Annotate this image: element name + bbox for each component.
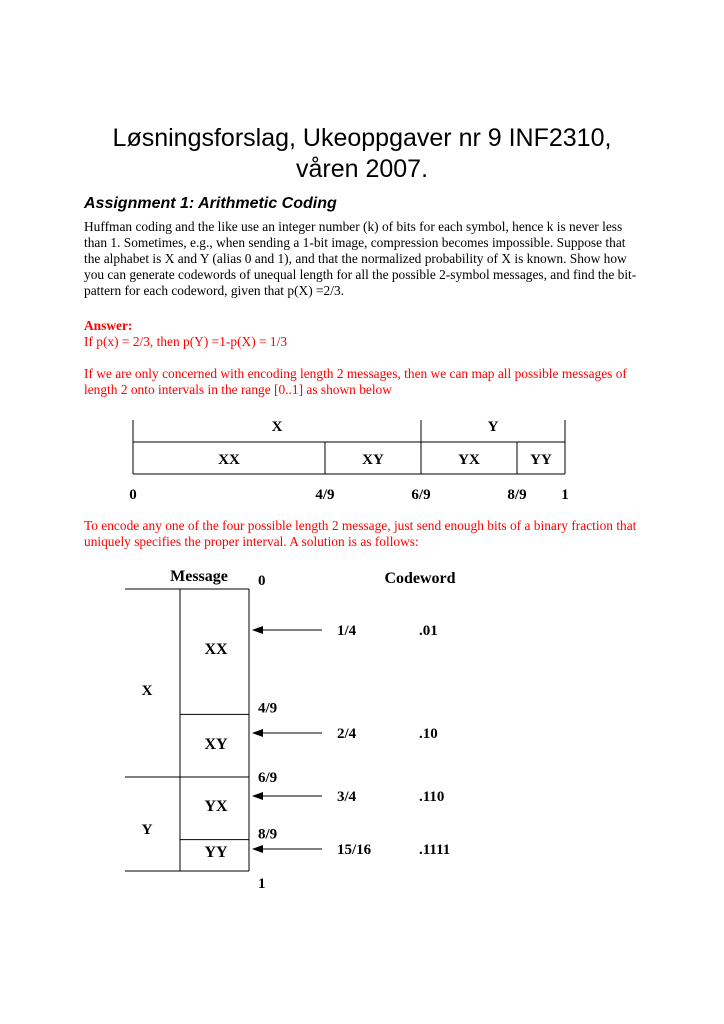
interval-bottom-label: YY	[530, 452, 552, 468]
answer-paragraph-3: To encode any one of the four possible length 2 message, just send enough bits of a binary fraction that uniquely specifies the proper interval. A solution is as follows:	[84, 518, 637, 549]
boundary-label: 4/9	[258, 700, 278, 717]
fraction-label: 3/4	[337, 789, 357, 805]
title-line-2: våren 2007.	[295, 155, 429, 183]
fraction-label: 2/4	[337, 726, 357, 742]
fraction-label: 1/4	[337, 623, 357, 639]
assignment-text: Huffman coding and the like use an integer number (k) of bits for each symbol, hence k is never less than 1. Sometimes, e.g., when sending a 1-bit image, compression becomes impossible. Suppose that the alphabet is X and Y (alias 0 and 1), and that the normalized probability of X is known. Show how you can generate codewords of unequal length for all the possible 2-symbol messages, and find the bit-pattern for each codeword, given that p(X) =2/3.	[84, 219, 637, 298]
message-label: XY	[204, 736, 228, 753]
header-message: Message	[170, 568, 228, 585]
interval-bottom-label: XY	[362, 452, 384, 468]
interval-tick-label: 8/9	[507, 487, 527, 503]
title-line-1: Løsningsforslag, Ukeoppgaver nr 9 INF2310,	[112, 124, 612, 152]
interval-bottom-label: YX	[458, 452, 480, 468]
answer-paragraph-2: If we are only concerned with encoding length 2 messages, then we can map all possible messages of length 2 onto intervals in the range [0..1] as shown below	[84, 366, 627, 397]
message-label: YX	[204, 798, 228, 815]
message-label: XX	[204, 641, 228, 658]
boundary-label: 8/9	[258, 826, 278, 843]
interval-tick-label: 4/9	[315, 487, 335, 503]
arrow-head	[252, 626, 263, 634]
arrow-head	[252, 845, 263, 853]
answer-line-1: If p(x) = 2/3, then p(Y) =1-p(X) = 1/3	[84, 334, 288, 349]
assignment-heading: Assignment 1: Arithmetic Coding	[84, 195, 337, 212]
interval-top-label: X	[271, 419, 283, 435]
interval-tick-label: 0	[129, 487, 137, 503]
interval-top-label: Y	[487, 419, 499, 435]
answer-label: Answer:	[84, 318, 133, 333]
codeword-value: .01	[419, 623, 438, 639]
page-title	[84, 123, 640, 185]
arrow-head	[252, 792, 263, 800]
codeword-value: .1111	[419, 842, 451, 858]
interval-tick-label: 6/9	[411, 487, 431, 503]
interval-bottom-label: XX	[218, 452, 240, 468]
header-codeword: Codeword	[384, 570, 456, 587]
codeword-diagram	[0, 560, 724, 892]
group-label: X	[141, 683, 153, 699]
group-label: Y	[141, 822, 153, 838]
boundary-label: 1	[258, 876, 266, 892]
boundary-label: 6/9	[258, 770, 278, 786]
codeword-value: .110	[419, 789, 445, 805]
interval-diagram	[0, 405, 724, 510]
interval-tick-label: 1	[561, 487, 569, 503]
message-label: YY	[204, 844, 228, 861]
boundary-label: 0	[258, 573, 266, 589]
fraction-label: 15/16	[337, 842, 372, 858]
codeword-value: .10	[419, 726, 438, 742]
arrow-head	[252, 729, 263, 737]
